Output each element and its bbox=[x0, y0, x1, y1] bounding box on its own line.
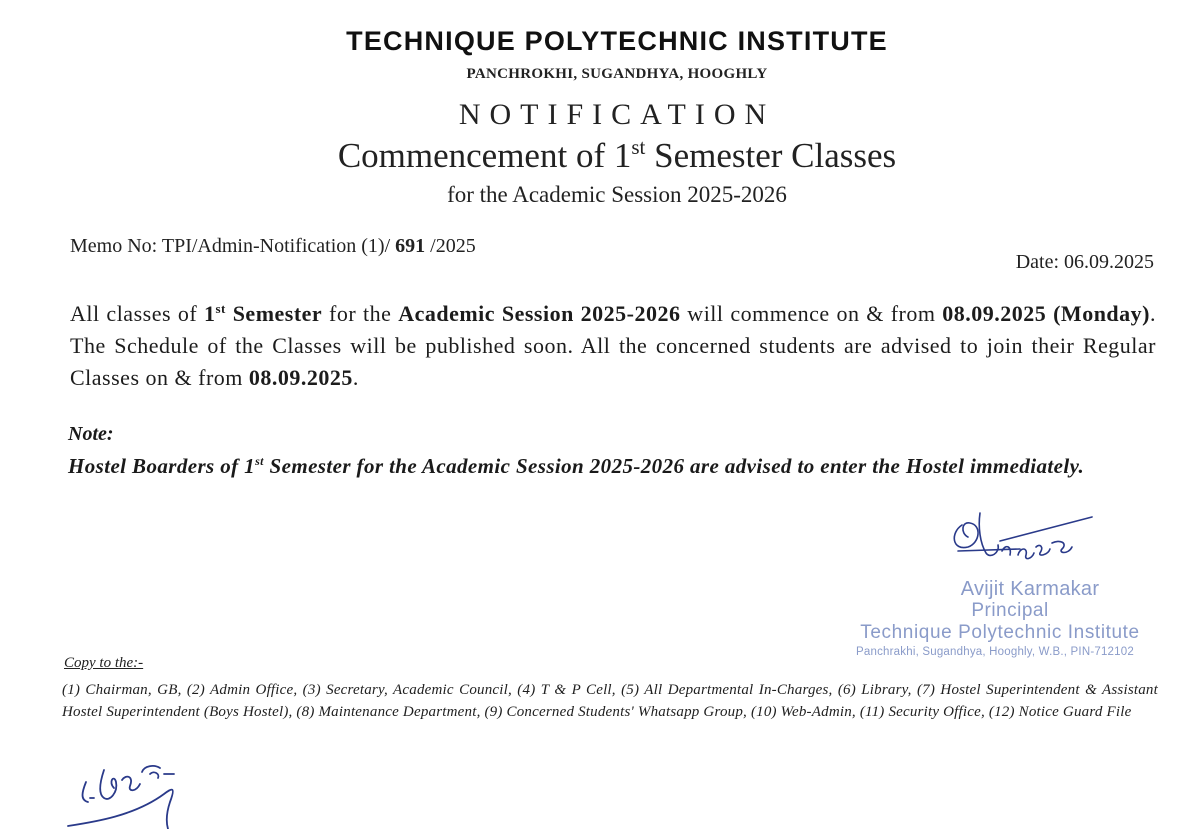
note-part: Semester for the Academic Session 2025-2026 are advised to enter the Hostel immediately. bbox=[263, 454, 1085, 478]
seal-address: Panchrakhi, Sugandhya, Hooghly, W.B., PIN-712102 bbox=[856, 646, 1134, 658]
memo-no: 691 bbox=[395, 235, 426, 257]
principal-signature bbox=[940, 503, 1100, 588]
subject-suffix: Semester Classes bbox=[645, 136, 897, 175]
notice-heading: NOTIFICATION bbox=[458, 98, 776, 131]
body-text: . bbox=[352, 365, 359, 390]
body-text: . The Schedule of the Classes will be published soon. All the concerned students are advised to join their Regular Classes on & from bbox=[70, 301, 1156, 390]
subject-prefix: Commencement of 1 bbox=[337, 136, 632, 175]
body-bold: 08.09.2025 bbox=[248, 365, 353, 390]
body-text: All classes of bbox=[70, 301, 204, 326]
body-text: for the bbox=[322, 301, 399, 326]
note-sup: st bbox=[255, 454, 264, 468]
signature-mark bbox=[940, 503, 1100, 583]
memo-number bbox=[70, 235, 476, 258]
note-label: Note: bbox=[68, 423, 114, 445]
principal-seal bbox=[820, 578, 1180, 660]
memo-suffix: /2025 bbox=[425, 235, 476, 257]
initials-signature bbox=[64, 752, 184, 834]
body-paragraph bbox=[70, 298, 1156, 394]
notice-subject bbox=[0, 136, 1204, 176]
seal-title: Principal bbox=[971, 600, 1049, 621]
initials-mark bbox=[64, 752, 184, 829]
body-bold: 08.09.2025 (Monday) bbox=[942, 301, 1150, 326]
institute-name: TECHNIQUE POLYTECHNIC INSTITUTE bbox=[346, 26, 888, 56]
institute-address: PANCHROKHI, SUGANDHYA, HOOGHLY bbox=[466, 66, 768, 82]
body-bold: 1 bbox=[203, 301, 216, 326]
seal-name: Avijit Karmakar bbox=[960, 578, 1100, 600]
copy-to-list: (1) Chairman, GB, (2) Admin Office, (3) Secretary, Academic Council, (4) T & P Cell, (5) All Departmental In-Charges, (6) Library, (7) Hostel Superintendent & Assistant Hostel Superintendent (Boys Hostel), (8) Maintenance Department, (9) Concerned Students' Whatsapp Group, (10) Web-Admin, (11) Security Office, (12) Notice Guard File bbox=[62, 682, 1158, 720]
body-bold: Semester bbox=[225, 301, 323, 326]
academic-session: for the Academic Session 2025-2026 bbox=[447, 182, 787, 207]
body-sup: st bbox=[215, 301, 226, 316]
note-text bbox=[68, 452, 1156, 481]
memo-prefix: Memo No: TPI/Admin-Notification (1)/ bbox=[70, 235, 396, 257]
copy-to-label: Copy to the:- bbox=[64, 655, 144, 671]
body-bold: Academic Session 2025-2026 bbox=[398, 301, 681, 326]
body-text: will commence on & from bbox=[680, 301, 943, 326]
notice-date: Date: 06.09.2025 bbox=[1015, 251, 1154, 273]
seal-institute: Technique Polytechnic Institute bbox=[860, 622, 1140, 643]
note-part: Hostel Boarders of 1 bbox=[68, 454, 256, 478]
subject-sup: st bbox=[631, 135, 646, 159]
